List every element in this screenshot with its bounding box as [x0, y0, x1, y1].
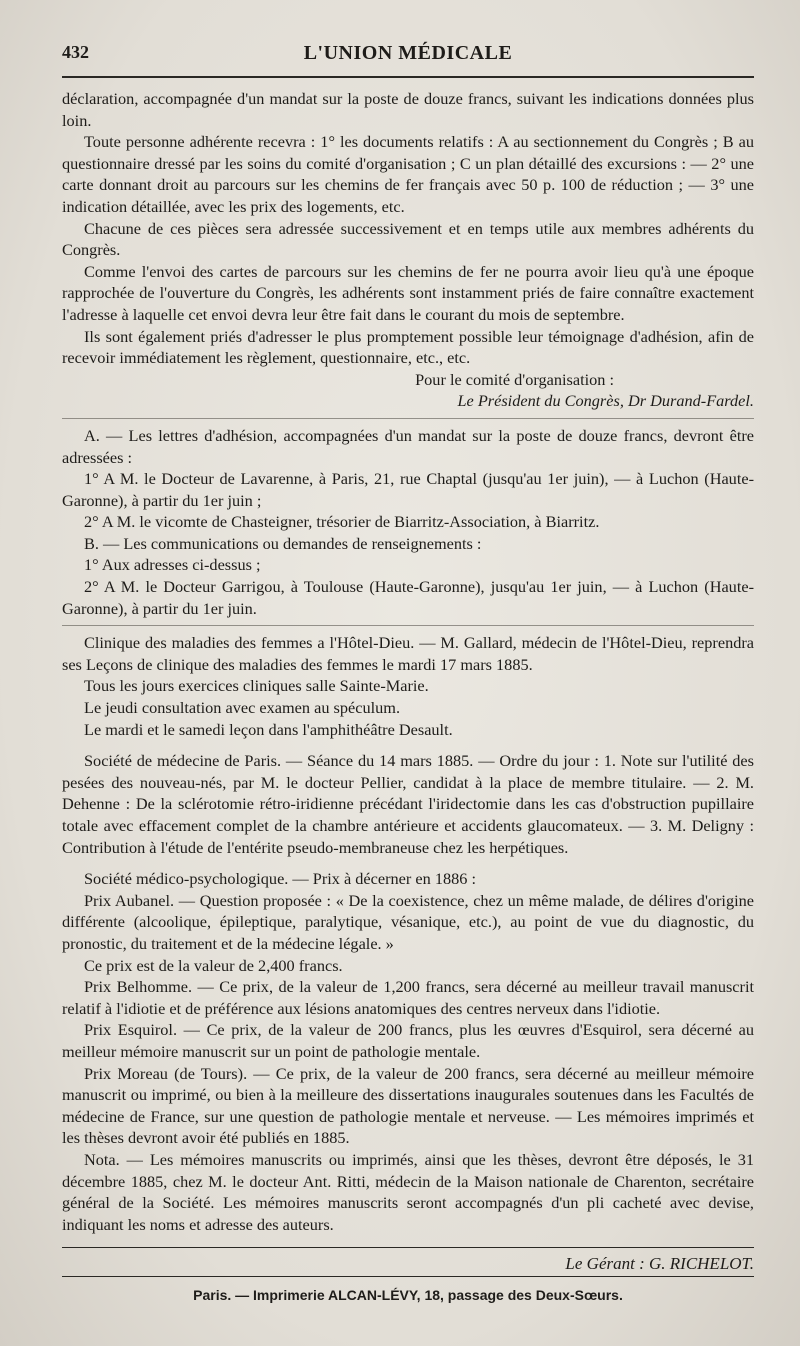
page-header — [62, 38, 754, 72]
signature-line: Pour le comité d'organisation : — [415, 369, 614, 389]
spacer — [62, 740, 754, 750]
paragraph: Prix Aubanel. — Question proposée : « De la coexistence, chez un même malade, de délires d'origine différente (alcoolique, épileptique, paralytique, vésanique, etc.), au point de vue du diagnostic, du pronostic, du traitement et de la médecine légale. » — [62, 890, 754, 953]
running-title: L'UNION MÉDICALE — [303, 42, 513, 64]
paragraph: Comme l'envoi des cartes de parcours sur les chemins de fer ne pourra avoir lieu qu'à une époque rapprochée de l'ouverture du Congrès, les adhérents sont instamment priés de faire connaître exactement l'adresse à laquelle cet envoi devra leur être fait dans le courant du mois de septembre. — [62, 261, 754, 324]
paragraph: Le mardi et le samedi leçon dans l'amphithéâtre Desault. — [84, 719, 453, 739]
paragraph: Prix Belhomme. — Ce prix, de la valeur de 1,200 francs, sera décerné au meilleur travail manuscrit relatif à l'idiotie et de préférence aux lésions anatomiques des centres nerveux dans l'idiotie. — [62, 977, 754, 1018]
manager-signature: Le Gérant : G. RICHELOT. — [565, 1254, 754, 1274]
footer-rule — [62, 1276, 754, 1277]
paragraph: 2° A M. le Docteur Garrigou, à Toulouse (Haute-Garonne), jusqu'au 1er juin, — à Luchon (Haute-Garonne), à partir du 1er juin. — [62, 577, 754, 618]
paragraph: Nota. — Les mémoires manuscrits ou imprimés, ainsi que les thèses, devront être déposés, le 31 décembre 1885, chez M. le docteur Ant. Ritti, médecin de la Maison nationale de Charenton, secrétaire général de la Société. Les mémoires manuscrits seront accompagnés d'un pli cacheté avec devise, indiquant les noms et adresse des auteurs. — [62, 1149, 754, 1234]
paragraph: 1° Aux adresses ci-dessus ; — [84, 555, 261, 575]
header-rule — [62, 76, 754, 78]
paragraph: 2° A M. le vicomte de Chasteigner, trésorier de Biarritz-Association, à Biarritz. — [84, 512, 600, 532]
paragraph: Société de médecine de Paris. — Séance du 14 mars 1885. — Ordre du jour : 1. Note sur l'utilité des pesées des nouveau-nés, par M. le docteur Pellier, candidat à la place de membre titulaire. — 2. M. Dehenne : De la sclérotomie rétro-iridienne précédant l'iridectomie dans les cas d'obstruction pupillaire totale avec effacement complet de la chambre antérieure et accidents glaucomateux. — 3. M. Deligny : Contribution à l'étude de l'entérite pseudo-membraneuse chez les herpétiques. — [62, 751, 754, 857]
section-separator — [62, 418, 754, 419]
signature-line: Le Président du Congrès, Dr Durand-Fardel. — [457, 391, 754, 411]
section-separator — [62, 625, 754, 626]
paragraph: Société médico-psychologique. — Prix à décerner en 1886 : — [84, 869, 476, 889]
paragraph: B. — Les communications ou demandes de renseignements : — [84, 533, 482, 553]
paragraph: Tous les jours exercices cliniques salle Sainte-Marie. — [84, 676, 429, 696]
paragraph: Le jeudi consultation avec examen au spéculum. — [84, 698, 401, 718]
paragraph: Prix Esquirol. — Ce prix, de la valeur de 200 francs, plus les œuvres d'Esquirol, sera décerné au meilleur mémoire manuscrit sur un point de pathologie mentale. — [62, 1020, 754, 1061]
paragraph: Prix Moreau (de Tours). — Ce prix, de la valeur de 200 francs, sera décerné au meilleur mémoire manuscrit ou imprimé, ou bien à la meilleure des dissertations inaugurales soutenues dans les Facultés de médecine de France, sur une question de pathologie mentale et nerveuse. — Les mémoires imprimés et les thèses devront avoir été publiés en 1885. — [62, 1063, 754, 1148]
paragraph: Ils sont également priés d'adresser le plus promptement possible leur témoignage d'adhésion, afin de recevoir immédiatement les règlement, questionnaire, etc., etc. — [62, 326, 754, 368]
paragraph: A. — Les lettres d'adhésion, accompagnées d'un mandat sur la poste de douze francs, devront être adressées : — [62, 425, 754, 467]
paragraph: déclaration, accompagnée d'un mandat sur la poste de douze francs, suivant les indications données plus loin. — [62, 89, 754, 130]
paragraph: Clinique des maladies des femmes a l'Hôtel-Dieu. — M. Gallard, médecin de l'Hôtel-Dieu, reprendra ses Leçons de clinique des maladies des femmes le mardi 17 mars 1885. — [62, 633, 754, 674]
paragraph: Toute personne adhérente recevra : 1° les documents relatifs : A au sectionnement du Congrès ; B au questionnaire dressé par les soins du comité d'organisation ; C un plan détaillé des excursions : — 2° une carte donnant droit au parcours sur les chemins de fer français avec 50 p. 100 de réduction ; — 3° une indication détaillée, avec les prix des logements, etc. — [62, 132, 754, 216]
printer-imprint: Paris. — Imprimerie ALCAN-LÉVY, 18, passage des Deux-Sœurs. — [193, 1287, 623, 1304]
paragraph: 1° A M. le Docteur de Lavarenne, à Paris, 21, rue Chaptal (jusqu'au 1er juin), — à Luchon (Haute-Garonne), à partir du 1er juin ; — [62, 469, 754, 510]
paragraph: Ce prix est de la valeur de 2,400 francs. — [84, 955, 343, 975]
paragraph: Chacune de ces pièces sera adressée successivement et en temps utile aux membres adhérents du Congrès. — [62, 218, 754, 260]
spacer — [62, 858, 754, 868]
footer-rule — [62, 1247, 754, 1248]
article-body — [62, 88, 754, 1235]
page-number: 432 — [62, 42, 89, 62]
